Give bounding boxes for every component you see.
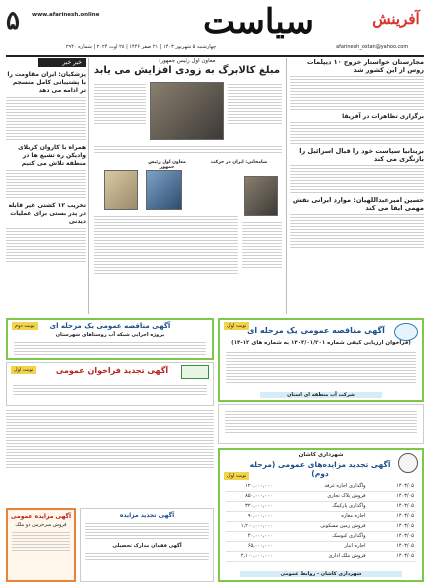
table-cell: ۱۴۰۳/۰۵ <box>396 553 414 559</box>
table-cell: ۱,۲۰۰,۰۰۰,۰۰۰ <box>240 523 273 529</box>
news-body <box>6 97 86 140</box>
news-body <box>290 76 424 110</box>
table-cell: ۱۴۰۳/۰۵ <box>396 503 414 509</box>
header-rule <box>6 55 424 57</box>
ad-body <box>225 409 417 435</box>
story-photo <box>150 82 224 140</box>
table-row <box>226 542 416 552</box>
ad-right-mid[interactable] <box>218 404 424 444</box>
table-row <box>226 532 416 542</box>
portrait-photo <box>244 176 278 216</box>
brand-logo-main: سیاست <box>203 2 314 42</box>
table-cell: ۱۴۰۳/۰۵ <box>396 543 414 549</box>
table-cell: ۳۲۰,۰۰۰,۰۰۰ <box>245 503 273 509</box>
table-cell: اجاره انبار <box>344 543 366 549</box>
ad-auction-right[interactable] <box>218 448 424 582</box>
table-cell: ۱۴۰۳/۰۵ <box>396 493 414 499</box>
ad-mid-bottom[interactable] <box>80 508 214 582</box>
news-body <box>6 228 86 262</box>
ad-subtitle: آگهی فقدان مدارک تحصیلی <box>112 543 182 549</box>
table-cell: فروش زمین مسکونی <box>320 523 366 529</box>
ad-org-name: شهرداری کاشان <box>298 452 344 458</box>
table-cell: واگذاری پارکینگ <box>332 503 366 509</box>
portrait-photo <box>104 170 138 210</box>
ad-headline: آگهی مناقصه عمومی یک مرحله ای <box>247 326 385 335</box>
brand-logo-secondary: آفرینش <box>372 10 420 28</box>
news-body <box>290 214 424 248</box>
table-cell: فروش پلاک تجاری <box>327 493 366 499</box>
table-cell: اجاره مغازه <box>341 513 366 519</box>
news-headline[interactable]: حسین امیرعبداللهیان: موارد ایرانی نقش مهمی ایفا می کند <box>292 196 424 212</box>
story-headline[interactable]: مبلغ کالابرگ به زودی افزایش می یابد <box>93 65 281 76</box>
photo-caption: شامخانی: ایران در حرکت <box>210 160 268 165</box>
table-row <box>226 522 416 532</box>
table-cell: واگذاری کیوسک <box>332 533 366 539</box>
table-cell: ۱۴۰۳/۰۵ <box>396 483 414 489</box>
story-kicker: معاون اول رئیس جمهور: <box>158 58 216 64</box>
municipality-logo-icon <box>181 365 209 379</box>
section-label: خبر خبر <box>38 58 86 67</box>
left-news-column <box>6 58 86 313</box>
table-cell: فروش ملک اداری <box>328 553 366 559</box>
ad-tag: نوبت دوم <box>12 322 38 330</box>
ad-subtitle: فروش سرخرمن دو ملک <box>15 522 67 528</box>
ad-footer: شرکت آب منطقه ای استان <box>260 392 382 398</box>
news-headline[interactable]: پزشکیان: ایران مقاومت را با پشتیبانی کامل منسجم تر ادامه می دهد <box>7 71 86 94</box>
column-divider <box>286 58 287 314</box>
column-divider <box>88 58 89 314</box>
table-row <box>226 482 416 492</box>
ad-body-block <box>6 408 214 506</box>
news-headline[interactable]: مجارستان خواستار خروج ۱۰ دیپلمات روس از این کشور شد <box>306 58 424 74</box>
news-headline[interactable]: بریتانیا سیاست خود را قبال اسرائیل را بازنگری می کند <box>299 147 424 163</box>
ad-body <box>14 340 206 357</box>
ad-tender-top[interactable] <box>218 318 424 402</box>
news-subhead[interactable]: برگزاری تظاهرات در آفریقا <box>342 113 424 120</box>
ad-headline: آگهی مزایده عمومی <box>10 513 72 520</box>
table-cell: ۶۵,۰۰۰,۰۰۰ <box>247 543 273 549</box>
news-headline[interactable]: تخریب ۱۲ کشتی غیر قابله در پدر بستی برای عملیات دیدنی <box>8 202 86 225</box>
auction-table <box>226 482 416 562</box>
ad-body <box>226 350 416 385</box>
table-cell: ۴۰,۰۰۰,۰۰۰ <box>247 533 273 539</box>
municipality-logo-icon <box>398 453 418 473</box>
story-body-bottom <box>94 214 238 276</box>
table-cell: ۱۴۰۳/۰۵ <box>396 513 414 519</box>
table-cell: ۹۰,۰۰۰,۰۰۰ <box>247 513 273 519</box>
table-row <box>226 492 416 502</box>
right-news-column <box>290 58 424 313</box>
table-row <box>226 512 416 522</box>
table-cell: ۱۴۰۳/۰۵ <box>396 533 414 539</box>
story-body-bottom-right <box>242 220 282 270</box>
ad-subtitle: پروژه اجرایی شبکه آب روستاهای شهرستان <box>55 332 165 338</box>
news-body <box>6 170 86 198</box>
table-cell: واگذاری اجاره غرفه <box>324 483 366 489</box>
news-headline[interactable]: همراه با کاروان کربلای وادیکن ره تشیع ها در منطقه تلاش می کنیم <box>18 144 86 167</box>
story-body-under <box>94 144 282 155</box>
ad-tag: نوبت اول <box>224 472 249 480</box>
website-url[interactable]: www.afarinesh.online <box>32 12 100 18</box>
story-body-right <box>228 82 282 126</box>
table-cell: ۱۴۰۳/۰۵ <box>396 523 414 529</box>
portrait-photo <box>146 170 182 210</box>
ad-call-left[interactable] <box>6 362 214 406</box>
ad-tag: نوبت اول <box>11 366 36 374</box>
table-row <box>226 502 416 512</box>
ad-tender-left[interactable] <box>6 318 214 360</box>
company-logo-icon <box>394 323 418 341</box>
table-row <box>226 552 416 562</box>
masthead <box>6 4 424 54</box>
ad-auction-left[interactable] <box>6 508 76 582</box>
email-address[interactable]: afarinesh_ostan@yahoo.com <box>336 44 409 50</box>
ad-headline: آگهی تجدید مزایده <box>119 512 175 519</box>
table-cell: ۸۵۰,۰۰۰,۰۰۰ <box>245 493 273 499</box>
page-number: ۵ <box>6 6 20 36</box>
news-body <box>290 122 424 144</box>
story-body-left <box>94 82 146 126</box>
ad-tag: نوبت اول <box>224 322 249 330</box>
ad-headline: آگهی تجدید مزایده‌های عمومی (مرحله دوم) <box>249 460 391 478</box>
table-cell: ۱۲۰,۰۰۰,۰۰۰ <box>245 483 273 489</box>
ad-body <box>13 383 207 397</box>
ad-headline: آگهی تجدید فراخوان عمومی <box>55 366 169 375</box>
date-line: چهارشنبه ۵ شهریور ۱۴۰۳ | ۲۱ صفر ۱۴۴۶ | ۲۸ اوت ۲۰۲۴ | شماره ۲۹۴۰ <box>65 44 217 50</box>
table-cell: ۲,۱۰۰,۰۰۰,۰۰۰ <box>240 553 273 559</box>
photo-caption: معاون اول رئیس جمهور <box>148 160 186 170</box>
news-body <box>290 165 424 193</box>
ad-footer: شهرداری کاشان - روابط عمومی <box>240 571 402 577</box>
ad-headline: آگهی مناقصه عمومی یک مرحله ای <box>49 322 171 330</box>
ad-subtitle: (فراخوان ارزیابی کیفی شماره ۱۴۰۳/۰۱/۲۰۱ به شماره های ۱۲-۱۴) <box>231 340 411 346</box>
